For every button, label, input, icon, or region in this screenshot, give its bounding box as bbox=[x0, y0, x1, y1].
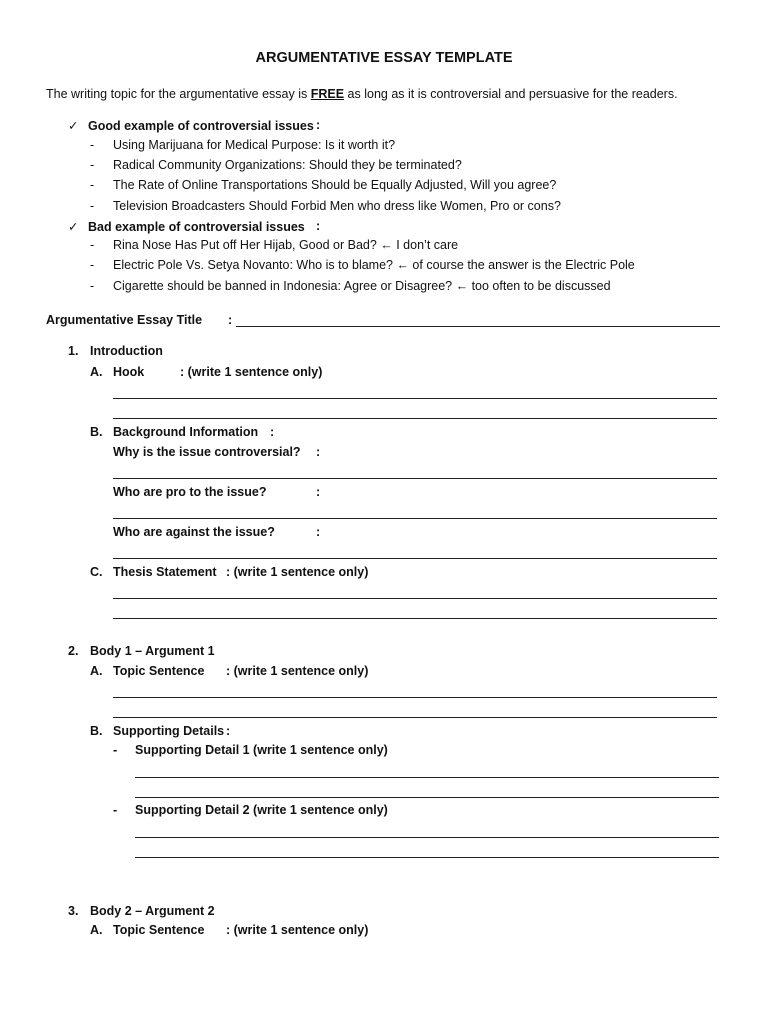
hook-answer-line-1[interactable] bbox=[113, 398, 717, 399]
list-item bbox=[90, 138, 395, 152]
dash-bullet: - bbox=[113, 743, 118, 757]
topic-sentence-note: : (write 1 sentence only) bbox=[226, 664, 369, 678]
intro-text-after: as long as it is controversial and persuasive for the readers. bbox=[344, 87, 678, 101]
field-colon: : bbox=[316, 525, 321, 539]
supporting-details-heading bbox=[90, 724, 224, 738]
list-item bbox=[90, 158, 462, 172]
sub-letter: C. bbox=[90, 565, 103, 579]
dash-bullet: - bbox=[90, 279, 95, 293]
dash-bullet: - bbox=[90, 178, 95, 192]
topic-answer-line-2[interactable] bbox=[113, 717, 717, 718]
thesis-label: Thesis Statement bbox=[113, 565, 217, 579]
supporting-details-colon: : bbox=[226, 724, 231, 738]
thesis-answer-line-2[interactable] bbox=[113, 618, 717, 619]
bad-item-1: Rina Nose Has Put off Her Hijab, Good or Bad? ← I don’t care bbox=[113, 238, 459, 252]
bad-item-2: Electric Pole Vs. Setya Novanto: Who is to blame? ← of course the answer is the Electric Pole bbox=[113, 258, 635, 272]
field-colon: : bbox=[316, 445, 321, 459]
hook-answer-line-2[interactable] bbox=[113, 418, 717, 419]
good-item-4: Television Broadcasters Should Forbid Men who dress like Women, Pro or cons? bbox=[113, 199, 561, 213]
supporting-details-label: Supporting Details bbox=[113, 724, 225, 738]
section-number: 2. bbox=[68, 644, 79, 658]
section-body-2 bbox=[68, 904, 215, 918]
intro-emphasis: FREE bbox=[310, 87, 345, 101]
good-examples-colon: : bbox=[316, 118, 321, 132]
sub-letter: B. bbox=[90, 724, 103, 738]
section-title: Introduction bbox=[90, 344, 163, 358]
intro-paragraph bbox=[46, 87, 678, 101]
dash-bullet: - bbox=[90, 158, 95, 172]
topic-sentence-note: : (write 1 sentence only) bbox=[226, 923, 369, 937]
list-item bbox=[90, 279, 611, 293]
topic-sentence-heading bbox=[90, 923, 204, 937]
section-title: Body 2 – Argument 2 bbox=[90, 904, 215, 918]
pro-answer-line[interactable] bbox=[113, 518, 717, 519]
against-answer-line[interactable] bbox=[113, 558, 717, 559]
sub-letter: B. bbox=[90, 425, 103, 439]
why-controversial-label: Why is the issue controversial? bbox=[113, 445, 301, 459]
thesis-answer-line-1[interactable] bbox=[113, 598, 717, 599]
topic-sentence-heading bbox=[90, 664, 204, 678]
essay-title-label: Argumentative Essay Title bbox=[46, 313, 203, 327]
good-examples-label: Good example of controversial issues bbox=[88, 119, 314, 133]
supporting-detail-1 bbox=[113, 743, 388, 757]
intro-text-before: The writing topic for the argumentative essay is bbox=[46, 87, 311, 101]
good-item-1: Using Marijuana for Medical Purpose: Is it worth it? bbox=[113, 138, 396, 152]
list-item bbox=[90, 199, 561, 213]
background-colon: : bbox=[270, 425, 275, 439]
sub-letter: A. bbox=[90, 365, 103, 379]
thesis-note: : (write 1 sentence only) bbox=[226, 565, 369, 579]
supporting-detail-2 bbox=[113, 803, 388, 817]
detail-1-answer-line-1[interactable] bbox=[135, 777, 719, 778]
supporting-detail-1-label: Supporting Detail 1 (write 1 sentence only) bbox=[135, 743, 388, 757]
bad-examples-heading bbox=[68, 219, 305, 234]
bad-examples-colon: : bbox=[316, 219, 321, 233]
sub-letter: A. bbox=[90, 664, 103, 678]
bad-examples-label: Bad example of controversial issues bbox=[88, 220, 305, 234]
dash-bullet: - bbox=[90, 199, 95, 213]
list-item bbox=[90, 258, 635, 272]
list-item bbox=[90, 238, 458, 252]
checkmark-icon: ✓ bbox=[68, 220, 79, 234]
section-number: 3. bbox=[68, 904, 79, 918]
sub-letter: A. bbox=[90, 923, 103, 937]
dash-bullet: - bbox=[90, 258, 95, 272]
why-answer-line[interactable] bbox=[113, 478, 717, 479]
section-number: 1. bbox=[68, 344, 79, 358]
list-item bbox=[90, 178, 556, 192]
topic-sentence-label: Topic Sentence bbox=[113, 664, 205, 678]
good-examples-heading bbox=[68, 118, 314, 133]
background-heading bbox=[90, 425, 258, 439]
bad-item-3: Cigarette should be banned in Indonesia: Agree or Disagree? ← too often to be discussed bbox=[113, 279, 611, 293]
pro-label: Who are pro to the issue? bbox=[113, 485, 267, 499]
dash-bullet: - bbox=[90, 238, 95, 252]
thesis-heading bbox=[90, 565, 217, 579]
topic-answer-line-1[interactable] bbox=[113, 697, 717, 698]
field-colon: : bbox=[316, 485, 321, 499]
topic-sentence-label: Topic Sentence bbox=[113, 923, 205, 937]
good-item-2: Radical Community Organizations: Should they be terminated? bbox=[113, 158, 462, 172]
section-body-1 bbox=[68, 644, 215, 658]
essay-title-input-line[interactable] bbox=[236, 326, 720, 327]
supporting-detail-2-label: Supporting Detail 2 (write 1 sentence only) bbox=[135, 803, 388, 817]
essay-title-colon: : bbox=[228, 313, 233, 327]
good-item-3: The Rate of Online Transportations Should be Equally Adjusted, Will you agree? bbox=[113, 178, 557, 192]
dash-bullet: - bbox=[90, 138, 95, 152]
detail-2-answer-line-1[interactable] bbox=[135, 837, 719, 838]
hook-note: : (write 1 sentence only) bbox=[180, 365, 323, 379]
detail-1-answer-line-2[interactable] bbox=[135, 797, 719, 798]
section-introduction bbox=[68, 344, 163, 358]
hook-heading bbox=[90, 365, 144, 379]
background-label: Background Information bbox=[113, 425, 259, 439]
section-title: Body 1 – Argument 1 bbox=[90, 644, 215, 658]
detail-2-answer-line-2[interactable] bbox=[135, 857, 719, 858]
page-title: ARGUMENTATIVE ESSAY TEMPLATE bbox=[255, 50, 513, 66]
against-label: Who are against the issue? bbox=[113, 525, 275, 539]
hook-label: Hook bbox=[113, 365, 145, 379]
dash-bullet: - bbox=[113, 803, 118, 817]
checkmark-icon: ✓ bbox=[68, 119, 79, 133]
